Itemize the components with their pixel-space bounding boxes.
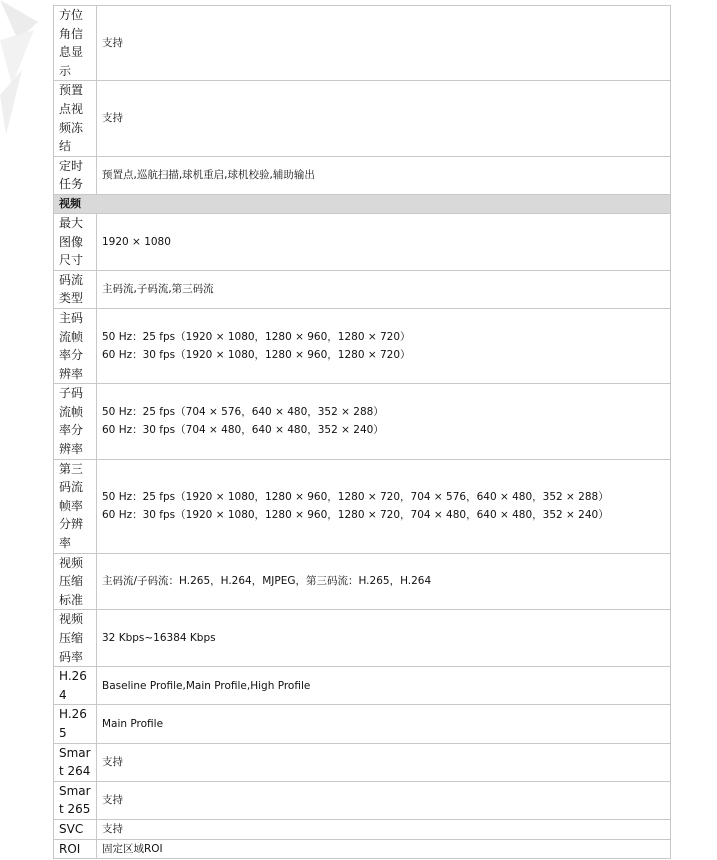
row-label: H.265 (54, 705, 97, 743)
row-value (97, 667, 671, 705)
row-value (97, 839, 671, 859)
row-value-line: 60 Hz：30 fps（1920 × 1080，1280 × 960，1280 × 720，704 × 480，640 × 480，352 × 240） (102, 509, 609, 522)
row-value-line: Baseline Profile,Main Profile,High Profile (102, 679, 311, 692)
table-row (54, 667, 671, 705)
row-label: ROI (54, 839, 97, 859)
row-value (97, 743, 671, 781)
row-value (97, 705, 671, 743)
table-row (54, 819, 671, 839)
row-label: 方位角信息显示 (54, 6, 97, 81)
spec-table (53, 5, 671, 859)
row-value (97, 270, 671, 308)
row-value (97, 819, 671, 839)
corner-decoration-icon (0, 0, 60, 140)
row-value (97, 610, 671, 667)
row-value-line: 支持 (102, 794, 123, 807)
row-label: Smart 265 (54, 781, 97, 819)
row-value (97, 459, 671, 553)
row-value-line: 32 Kbps~16384 Kbps (102, 632, 216, 645)
row-value-line: 50 Hz：25 fps（1920 × 1080，1280 × 960，1280 × 720，704 × 576，640 × 480，352 × 288） (102, 490, 609, 503)
row-value-line: 60 Hz：30 fps（704 × 480，640 × 480，352 × 240） (102, 424, 384, 437)
row-value (97, 6, 671, 81)
row-label: SVC (54, 819, 97, 839)
row-label: 主码流帧率分辨率 (54, 308, 97, 383)
table-row (54, 81, 671, 156)
row-value-line: 1920 × 1080 (102, 235, 171, 248)
table-row (54, 6, 671, 81)
table-row (54, 553, 671, 610)
row-value-line: 60 Hz：30 fps（1920 × 1080，1280 × 960，1280 × 720） (102, 349, 411, 362)
row-label: 定时任务 (54, 156, 97, 194)
row-value-line: 主码流/子码流：H.265，H.264，MJPEG，第三码流：H.265，H.264 (102, 575, 432, 588)
row-value-line: 50 Hz：25 fps（704 × 576，640 × 480，352 × 288） (102, 405, 384, 418)
row-value (97, 213, 671, 270)
row-value (97, 384, 671, 459)
row-label: 视频压缩标准 (54, 553, 97, 610)
table-row (54, 384, 671, 459)
row-value-line: 支持 (102, 822, 123, 835)
row-label: Smart 264 (54, 743, 97, 781)
table-row (54, 459, 671, 553)
row-value-line: 预置点,巡航扫描,球机重启,球机校验,辅助输出 (102, 169, 315, 182)
table-row (54, 213, 671, 270)
row-value-line: 50 Hz：25 fps（1920 × 1080，1280 × 960，1280 × 720） (102, 330, 411, 343)
row-label: 预置点视频冻结 (54, 81, 97, 156)
row-label: 最大图像尺寸 (54, 213, 97, 270)
row-label: 子码流帧率分辨率 (54, 384, 97, 459)
row-label: 码流类型 (54, 270, 97, 308)
row-value-line: 支持 (102, 755, 123, 768)
spec-table-body (54, 6, 671, 859)
row-label: H.264 (54, 667, 97, 705)
row-value (97, 81, 671, 156)
row-value-line: 支持 (102, 112, 123, 125)
row-value-line: 支持 (102, 36, 123, 49)
row-value-line: 固定区域ROI (102, 842, 163, 855)
table-row (54, 705, 671, 743)
section-header-row (54, 194, 671, 213)
table-row (54, 308, 671, 383)
table-row (54, 781, 671, 819)
row-value (97, 156, 671, 194)
row-label: 视频压缩码率 (54, 610, 97, 667)
row-value (97, 308, 671, 383)
row-value-line: Main Profile (102, 717, 164, 730)
table-row (54, 156, 671, 194)
row-label: 第三码流帧率分辨率 (54, 459, 97, 553)
row-value-line: 主码流,子码流,第三码流 (102, 283, 214, 296)
row-value (97, 781, 671, 819)
table-row (54, 610, 671, 667)
row-value (97, 553, 671, 610)
table-row (54, 839, 671, 859)
table-row (54, 743, 671, 781)
table-row (54, 270, 671, 308)
section-title: 视频 (54, 194, 671, 213)
